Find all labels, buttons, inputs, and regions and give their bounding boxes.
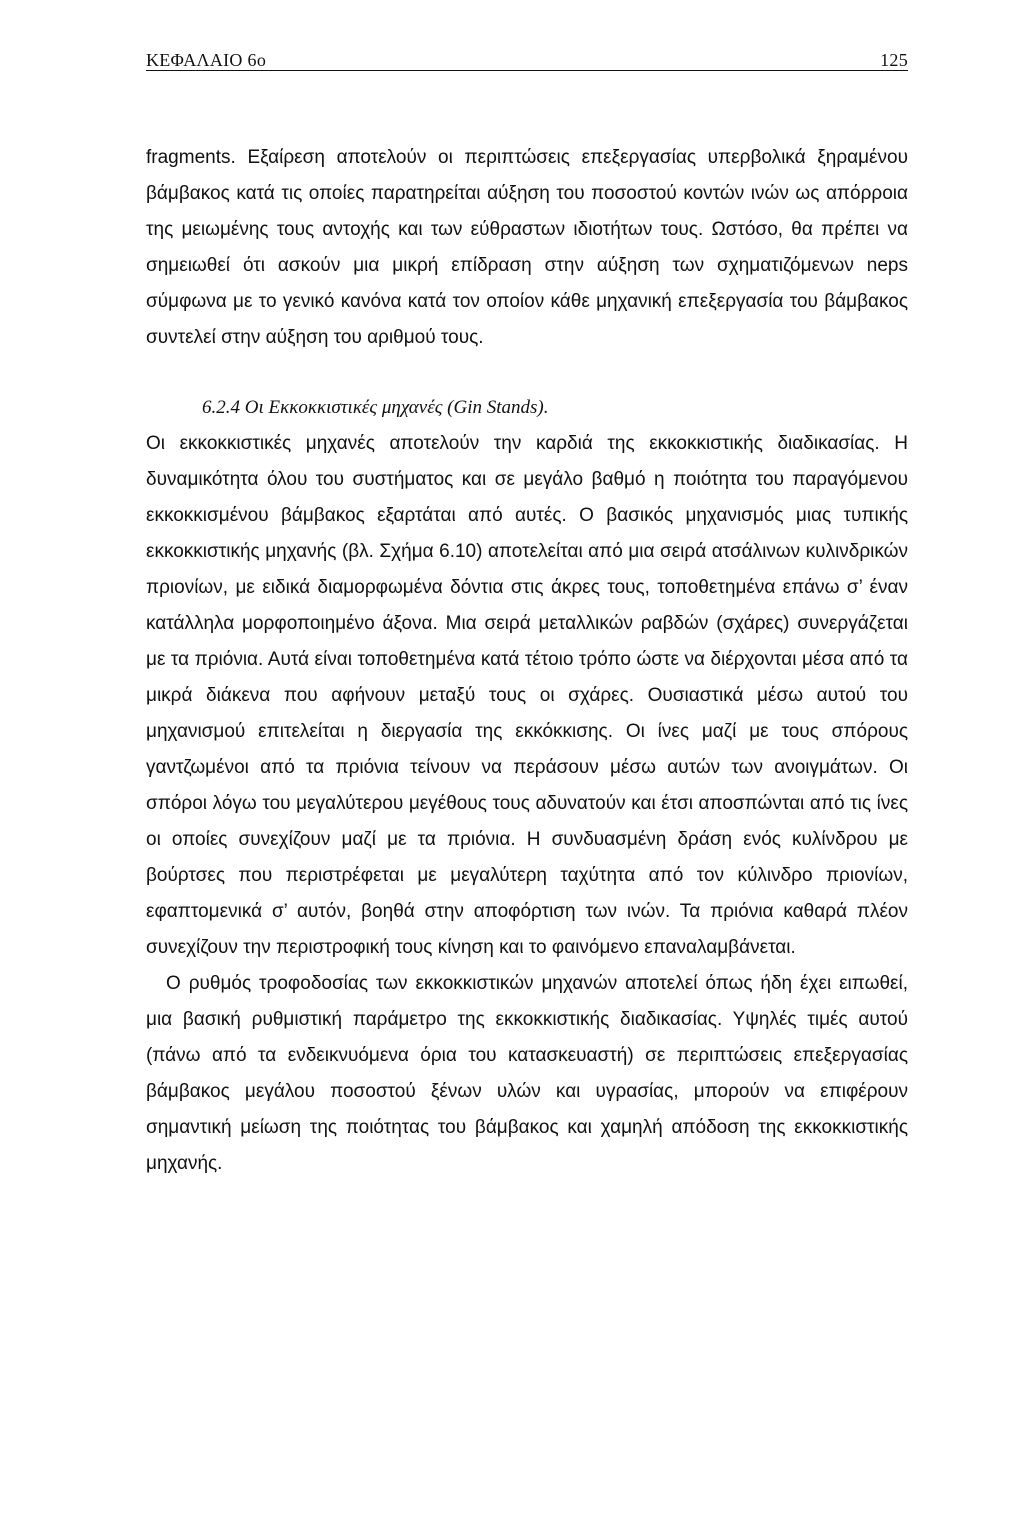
paragraph-gin-stands: Οι εκκοκκιστικές μηχανές αποτελούν την καρδιά της εκκοκκιστικής διαδικασίας. Η δυναμικότητα όλου του συστήματος και σε μεγάλο βαθμό η ποιότητα του παραγόμενου εκκοκκισμένου βάμβακος εξαρτάται από αυτές. Ο βασικός μηχανισμός μιας τυπικής εκκοκκιστικής μηχανής (βλ. Σχήμα 6.10) αποτελείται από μια σειρά ατσάλινων κυλινδρικών πριονίων, με ειδικά διαμορφωμένα δόντια στις άκρες τους, τοποθετημένα επάνω σ’ έναν κατάλληλα μορφοποιημένο άξονα. Μια σειρά μεταλλικών ραβδών (σχάρες) συνεργάζεται με τα πριόνια. Αυτά είναι τοποθετημένα κατά τέτοιο τρόπο ώστε να διέρχονται μέσα από τα μικρά διάκενα που αφήνουν μεταξύ τους οι σχάρες. Ουσιαστικά μέσω αυτού του μηχανισμού επιτελείται η διεργασία της εκκόκκισης. Οι ίνες μαζί με τους σπόρους γαντζωμένοι από τα πριόνια τείνουν να περάσουν μέσω αυτών των ανοιγμάτων. Οι σπόροι λόγω του μεγαλύτερου μεγέθους τους αδυνατούν και έτσι αποσπώνται από τις ίνες οι οποίες συνεχίζουν μαζί με τα πριόνια. Η συνδυασμένη δράση ενός κυλίνδρου με βούρτσες που περιστρέφεται με μεγαλύτερη ταχύτητα από τον κύλινδρο πριονίων, εφαπτομενικά σ’ αυτόν, βοηθά στην αποφόρτιση των ινών. Τα πριόνια καθαρά πλέον συνεχίζουν την περιστροφική τους κίνηση και το φαινόμενο επαναλαμβάνεται.	[146, 433, 908, 958]
page-number: 125	[880, 50, 908, 70]
header-rule	[146, 70, 908, 71]
paragraph-feed-rate: Ο ρυθμός τροφοδοσίας των εκκοκκιστικών μηχανών αποτελεί όπως ήδη έχει ειπωθεί, μια βασική ρυθμιστική παράμετρο της εκκοκκιστικής διαδικασίας. Υψηλές τιμές αυτού (πάνω από τα ενδεικνυόμενα όρια του κατασκευαστή) σε περιπτώσεις επεξεργασίας βάμβακος μεγάλου ποσοστού ξένων υλών και υγρασίας, μπορούν να επιφέρουν σημαντική μείωση της ποιότητας του βάμβακος και χαμηλή απόδοση της εκκοκκιστικής μηχανής.	[146, 973, 908, 1174]
document-page	[146, 50, 908, 1182]
paragraph-fragments: fragments. Εξαίρεση αποτελούν οι περιπτώσεις επεξεργασίας υπερβολικά ξηραμένου βάμβακος κατά τις οποίες παρατηρείται αύξηση του ποσοστού κοντών ινών ως απόρροια της μειωμένης τους αντοχής και των εύθραστων ιδιοτήτων τους. Ωστόσο, θα πρέπει να σημειωθεί ότι ασκούν μια μικρή επίδραση στην αύξηση των σχηματιζόμενων neps σύμφωνα με το γενικό κανόνα κατά τον οποίον κάθε μηχανική επεξεργασία του βάμβακος συντελεί στην αύξηση του αριθμού τους.	[146, 147, 908, 348]
chapter-label: ΚΕΦΑΛΑΙΟ 6ο	[146, 50, 267, 70]
body-text	[146, 140, 908, 1182]
running-header	[146, 50, 908, 74]
section-heading: 6.2.4 Οι Εκκοκκιστικές μηχανές (Gin Stands).	[202, 397, 549, 418]
